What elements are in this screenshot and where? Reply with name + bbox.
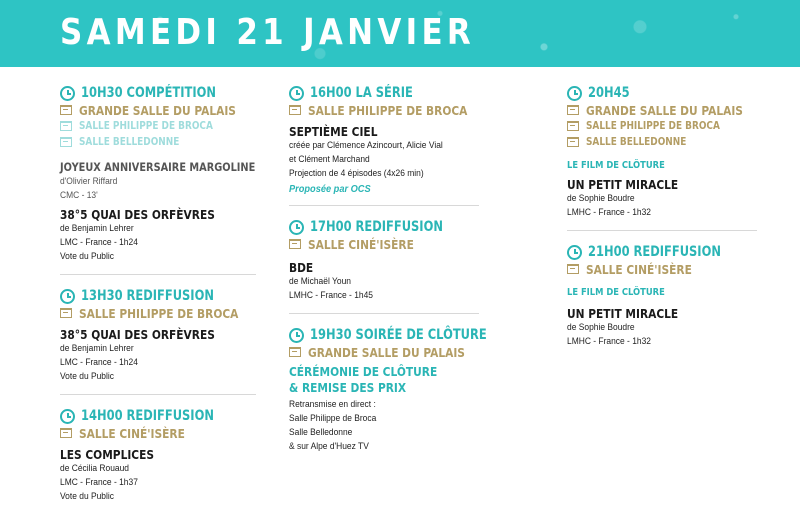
session-1030 <box>60 84 256 270</box>
broadcast-info: Retransmise en direct : <box>289 399 376 410</box>
broadcast-venue: Salle Belledonne <box>289 427 353 438</box>
sponsor-text: Proposée par OCS <box>289 183 371 195</box>
venue-name: GRANDE SALLE DU PALAIS <box>308 344 465 360</box>
session-1930 <box>289 326 487 460</box>
clock-icon <box>567 245 582 260</box>
schedule-column-3 <box>567 84 757 355</box>
divider <box>60 394 256 395</box>
divider <box>289 313 479 314</box>
session-2100 <box>567 243 757 355</box>
film-title: 38°5 QUAI DES ORFÈVRES <box>60 207 215 222</box>
film-credit: de Cécilia Rouaud <box>60 463 129 474</box>
venue-row <box>567 118 757 134</box>
venue-row <box>60 118 256 134</box>
venue-name: SALLE BELLEDONNE <box>586 136 687 148</box>
venue-row <box>60 102 256 118</box>
series-info: Projection de 4 épisodes (4x26 min) <box>289 168 424 179</box>
cinema-seat-icon <box>289 347 301 357</box>
cinema-seat-icon <box>60 137 72 147</box>
venue-name: SALLE PHILIPPE DE BROCA <box>79 120 213 132</box>
session-1700 <box>289 218 479 309</box>
film-title: UN PETIT MIRACLE <box>567 177 679 192</box>
film-info: LMC - France - 1h24 <box>60 237 138 248</box>
film-credit: de Sophie Boudre <box>567 322 635 333</box>
session-time: 13H30 REDIFFUSION <box>81 288 214 304</box>
film-title: SEPTIÈME CIEL <box>289 124 378 139</box>
cinema-seat-icon <box>567 137 579 147</box>
film-title: UN PETIT MIRACLE <box>567 306 679 321</box>
session-time: 14H00 REDIFFUSION <box>81 408 214 424</box>
closing-film-label: LE FILM DE CLÔTURE <box>567 160 665 171</box>
venue-row <box>567 134 757 150</box>
clock-icon <box>567 86 582 101</box>
session-time: 19H30 SOIRÉE DE CLÔTURE <box>310 327 487 343</box>
ceremony-subtitle: & REMISE DES PRIX <box>289 380 407 395</box>
venue-name: SALLE PHILIPPE DE BROCA <box>586 120 720 132</box>
film-title: JOYEUX ANNIVERSAIRE MARGOLINE <box>60 160 256 174</box>
venue-name: SALLE PHILIPPE DE BROCA <box>308 102 468 118</box>
time-row <box>289 326 487 344</box>
ceremony-title: CÉRÉMONIE DE CLÔTURE <box>289 364 438 379</box>
clock-icon <box>60 289 75 304</box>
venue-row <box>60 425 256 441</box>
schedule-column-1 <box>60 84 256 510</box>
session-2045 <box>567 84 757 226</box>
film-info: LMHC - France - 1h32 <box>567 336 651 347</box>
divider <box>60 274 256 275</box>
film-title: 38°5 QUAI DES ORFÈVRES <box>60 327 215 342</box>
cinema-seat-icon <box>60 308 72 318</box>
venue-name: SALLE CINÉ'ISÈRE <box>79 425 185 441</box>
session-time: 20H45 <box>588 85 630 101</box>
venue-name: SALLE CINÉ'ISÈRE <box>308 236 414 252</box>
time-row <box>567 243 757 261</box>
venue-row <box>289 102 479 118</box>
film-info: CMC - 13' <box>60 190 98 201</box>
venue-name: SALLE PHILIPPE DE BROCA <box>79 305 239 321</box>
cinema-seat-icon <box>60 428 72 438</box>
clock-icon <box>289 220 304 235</box>
divider <box>567 230 757 231</box>
cinema-seat-icon <box>60 105 72 115</box>
film-info: LMHC - France - 1h45 <box>289 290 373 301</box>
series-credit: et Clément Marchand <box>289 154 370 165</box>
venue-row <box>289 344 479 360</box>
clock-icon <box>289 328 304 343</box>
session-time: 16H00 LA SÉRIE <box>310 85 413 101</box>
schedule-column-2 <box>289 84 487 460</box>
venue-row <box>289 236 479 252</box>
session-time: 10H30 COMPÉTITION <box>81 85 216 101</box>
time-row <box>289 84 479 102</box>
cinema-seat-icon <box>567 105 579 115</box>
time-row <box>60 287 256 305</box>
cinema-seat-icon <box>567 264 579 274</box>
film-note: Vote du Public <box>60 491 114 502</box>
page-title: SAMEDI 21 JANVIER <box>60 12 476 53</box>
closing-film-label: LE FILM DE CLÔTURE <box>567 287 665 298</box>
film-info: LMC - France - 1h24 <box>60 357 138 368</box>
film-credit: de Benjamin Lehrer <box>60 223 134 234</box>
film-title: LES COMPLICES <box>60 447 155 462</box>
session-1600 <box>289 84 479 201</box>
film-credit: de Sophie Boudre <box>567 193 635 204</box>
film-info: LMC - France - 1h37 <box>60 477 138 488</box>
clock-icon <box>60 86 75 101</box>
broadcast-venue: Salle Philippe de Broca <box>289 413 377 424</box>
time-row <box>60 407 256 425</box>
venue-name: SALLE BELLEDONNE <box>79 136 180 148</box>
venue-name: GRANDE SALLE DU PALAIS <box>586 102 743 118</box>
broadcast-venue: & sur Alpe d'Huez TV <box>289 441 369 452</box>
venue-name: GRANDE SALLE DU PALAIS <box>79 102 236 118</box>
cinema-seat-icon <box>289 239 301 249</box>
session-1330 <box>60 287 256 390</box>
time-row <box>289 218 479 236</box>
film-title: BDE <box>289 260 314 275</box>
clock-icon <box>289 86 304 101</box>
session-time: 21H00 REDIFFUSION <box>588 244 721 260</box>
cinema-seat-icon <box>567 121 579 131</box>
time-row <box>60 84 256 102</box>
venue-row <box>567 102 757 118</box>
clock-icon <box>60 409 75 424</box>
film-note: Vote du Public <box>60 371 114 382</box>
film-credit: de Benjamin Lehrer <box>60 343 134 354</box>
session-time: 17H00 REDIFFUSION <box>310 219 443 235</box>
film-info: LMHC - France - 1h32 <box>567 207 651 218</box>
cinema-seat-icon <box>289 105 301 115</box>
venue-row <box>60 305 256 321</box>
film-credit: de Michaël Youn <box>289 276 351 287</box>
series-credit: créée par Clémence Azincourt, Alicie Vial <box>289 140 443 151</box>
time-row <box>567 84 757 102</box>
header-banner <box>0 0 800 67</box>
cinema-seat-icon <box>60 121 72 131</box>
divider <box>289 205 479 206</box>
venue-row <box>567 261 757 277</box>
venue-row <box>60 134 256 150</box>
venue-name: SALLE CINÉ'ISÈRE <box>586 261 692 277</box>
session-1400 <box>60 407 256 510</box>
film-credit: d'Olivier Riffard <box>60 176 118 187</box>
film-note: Vote du Public <box>60 251 114 262</box>
